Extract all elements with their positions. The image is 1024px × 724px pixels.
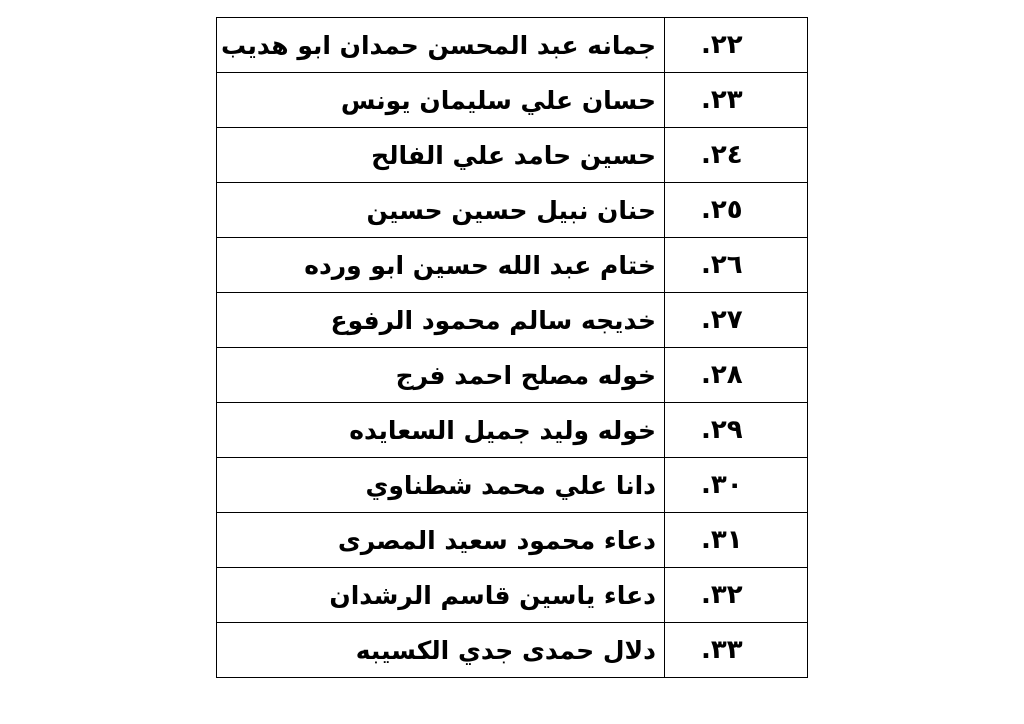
table-row <box>217 73 808 128</box>
table-row <box>217 18 808 73</box>
names-table-container <box>216 17 808 678</box>
row-number: ٢٣. <box>665 73 808 128</box>
table-row <box>217 403 808 458</box>
person-name: جمانه عبد المحسن حمدان ابو هديب <box>217 18 665 73</box>
table-row <box>217 128 808 183</box>
person-name: خوله مصلح احمد فرج <box>217 348 665 403</box>
row-number: ٣٢. <box>665 568 808 623</box>
person-name: دلال حمدى جدي الكسيبه <box>217 623 665 678</box>
names-table-body <box>217 18 808 678</box>
table-row <box>217 458 808 513</box>
table-row <box>217 513 808 568</box>
table-row <box>217 183 808 238</box>
row-number: ٣٠. <box>665 458 808 513</box>
person-name: دانا علي محمد شطناوي <box>217 458 665 513</box>
row-number: ٢٨. <box>665 348 808 403</box>
person-name: دعاء محمود سعيد المصرى <box>217 513 665 568</box>
person-name: دعاء ياسين قاسم الرشدان <box>217 568 665 623</box>
person-name: خديجه سالم محمود الرفوع <box>217 293 665 348</box>
person-name: حسان علي سليمان يونس <box>217 73 665 128</box>
row-number: ٣٣. <box>665 623 808 678</box>
table-row <box>217 568 808 623</box>
table-row <box>217 623 808 678</box>
names-table <box>216 17 808 678</box>
person-name: حسين حامد علي الفالح <box>217 128 665 183</box>
row-number: ٣١. <box>665 513 808 568</box>
person-name: ختام عبد الله حسين ابو ورده <box>217 238 665 293</box>
table-row <box>217 238 808 293</box>
table-row <box>217 348 808 403</box>
row-number: ٢٧. <box>665 293 808 348</box>
row-number: ٢٢. <box>665 18 808 73</box>
person-name: خوله وليد جميل السعايده <box>217 403 665 458</box>
row-number: ٢٩. <box>665 403 808 458</box>
row-number: ٢٦. <box>665 238 808 293</box>
person-name: حنان نبيل حسين حسين <box>217 183 665 238</box>
row-number: ٢٤. <box>665 128 808 183</box>
row-number: ٢٥. <box>665 183 808 238</box>
table-row <box>217 293 808 348</box>
